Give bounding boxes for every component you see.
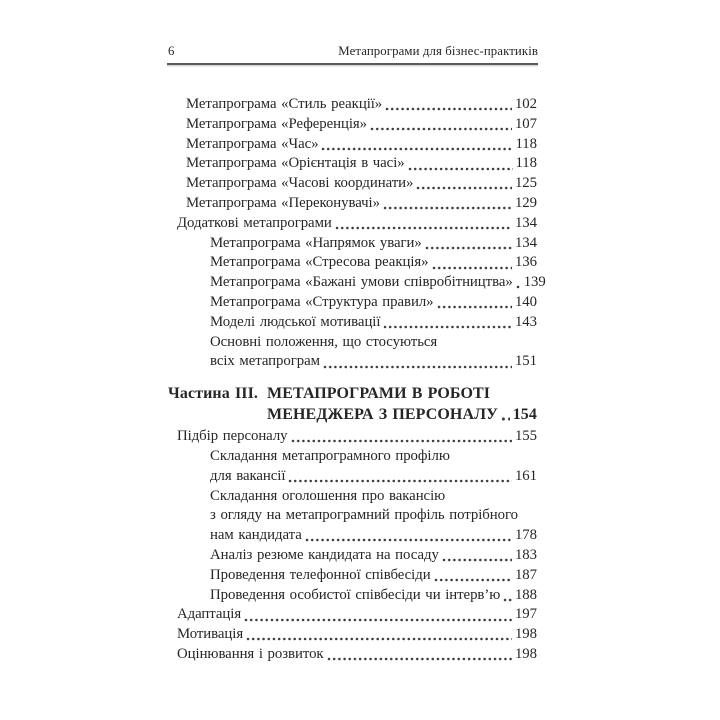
page-ref: 154	[512, 405, 537, 423]
page-ref: 197	[514, 606, 537, 623]
toc-entry-row	[186, 174, 537, 194]
toc-entry-title: всіх метапрограм	[210, 353, 320, 370]
dot-leader	[305, 538, 512, 542]
dot-leader	[383, 325, 512, 329]
dot-leader	[288, 479, 512, 483]
page-ref: 129	[514, 194, 537, 211]
toc-entry-row	[210, 526, 537, 546]
dot-leader	[442, 558, 512, 562]
toc-list	[168, 95, 546, 665]
page-ref: 198	[514, 645, 537, 662]
toc-entry-title: Метапрограма «Стресова реакція»	[210, 254, 429, 271]
dot-leader	[425, 246, 512, 250]
toc-entry-title: Метапрограма «Напрямок уваги»	[210, 234, 422, 251]
page-ref: 134	[514, 234, 537, 251]
part-title	[267, 384, 537, 425]
dot-leader	[321, 147, 512, 151]
dot-leader	[434, 578, 512, 582]
toc-entry-row	[177, 625, 537, 645]
page-ref: 107	[514, 115, 537, 132]
toc-entry-row	[186, 194, 537, 214]
toc-part-heading	[168, 384, 537, 425]
toc-entry-row	[210, 352, 537, 372]
toc-entry-title: Додаткові метапрограми	[177, 214, 332, 231]
toc-entry-title: Мотивація	[177, 626, 244, 643]
page-ref: 178	[514, 527, 537, 544]
toc-entry-row	[210, 566, 537, 586]
toc-entry-row	[177, 605, 537, 625]
toc-entry-title: Оцінювання і розвиток	[177, 645, 324, 662]
toc-entry-title: Проведення особистої співбесіди чи інтерв’ю	[210, 586, 501, 603]
toc-entry-title: Основні положення, що стосуються	[210, 333, 438, 350]
toc-entry-row	[210, 333, 537, 353]
toc-entry-row	[210, 467, 537, 487]
dot-leader	[244, 618, 512, 622]
toc-entry-row	[210, 313, 537, 333]
page-ref: 161	[514, 467, 537, 484]
toc-entry-row	[186, 154, 537, 174]
dot-leader	[383, 206, 512, 210]
dot-leader	[246, 637, 512, 641]
page-ref: 155	[514, 428, 537, 445]
page-ref: 143	[514, 313, 537, 330]
header-rule	[167, 63, 538, 65]
toc-entry-row	[177, 427, 537, 447]
running-title: Метапрограми для бізнес-практиків	[338, 44, 538, 58]
page-ref: 102	[514, 96, 537, 112]
toc-entry-row	[210, 253, 537, 273]
toc-entry-title: Адаптація	[177, 606, 242, 623]
toc-entry-title: Метапрограма «Часові координати»	[186, 175, 414, 192]
toc-entry-row	[210, 447, 537, 467]
page-ref: 187	[514, 566, 537, 583]
toc-entry-row	[177, 645, 537, 665]
dot-leader	[323, 365, 512, 369]
toc-entry-title: Складання оголошення про вакансію	[210, 487, 446, 504]
toc-entry-title: Моделі людської мотивації	[210, 313, 381, 330]
dot-leader	[501, 417, 510, 421]
toc-entry-row	[177, 214, 537, 234]
dot-leader	[503, 598, 512, 602]
toc-entry-row	[186, 135, 537, 155]
part-label: Частина III.	[168, 385, 259, 403]
toc-entry-title: Метапрограма «Референція»	[186, 115, 368, 132]
dot-leader	[335, 226, 512, 230]
dot-leader	[516, 285, 521, 289]
toc-entry-title: МЕНЕДЖЕРА З ПЕРСОНАЛУ	[267, 405, 498, 423]
toc-entry-row	[210, 487, 537, 507]
dot-leader	[370, 127, 512, 131]
page-ref: 198	[514, 626, 537, 643]
dot-leader	[416, 186, 512, 190]
toc-entry-title: Метапрограма «Час»	[186, 135, 319, 152]
page-number: 6	[168, 44, 175, 58]
dot-leader	[327, 657, 512, 661]
running-head	[168, 44, 538, 59]
toc-entry-title: Складання метапрограмного профілю	[210, 447, 450, 464]
toc-entry-title: нам кандидата	[210, 527, 302, 544]
toc-entry-row	[210, 506, 537, 526]
toc-entry-row	[186, 95, 537, 115]
page-ref: 136	[514, 254, 537, 271]
toc-entry-row	[267, 405, 537, 426]
page-ref: 125	[514, 175, 537, 192]
dot-leader	[408, 167, 513, 171]
toc-entry-title: Аналіз резюме кандидата на посаду	[210, 546, 439, 563]
toc-entry-title: Метапрограма «Структура правил»	[210, 293, 434, 310]
toc-entry-title: Метапрограма «Бажані умови співробітництва»	[210, 274, 513, 291]
dot-leader	[291, 439, 512, 443]
dot-leader	[437, 305, 512, 309]
toc-entry-title: Метапрограма «Переконувачі»	[186, 194, 380, 211]
dot-leader	[432, 266, 512, 270]
toc-entry-title: з огляду на метапрограмний профіль потрібного	[210, 507, 519, 524]
toc-entry-title: Метапрограма «Орієнтація в часі»	[186, 155, 405, 172]
toc-entry-title: Метапрограма «Стиль реакції»	[186, 96, 383, 112]
page-ref: 183	[514, 546, 537, 563]
toc-entry-row	[210, 234, 537, 254]
toc-entry-row	[210, 293, 537, 313]
toc-entry-title: для вакансії	[210, 467, 286, 484]
dot-leader	[385, 107, 512, 111]
page-ref: 140	[514, 293, 537, 310]
toc-entry-row	[210, 586, 537, 606]
page-ref: 151	[514, 353, 537, 370]
toc-entry-row	[210, 273, 546, 293]
toc-entry-title: Проведення телефонної співбесіди	[210, 566, 431, 583]
toc-entry-row	[186, 115, 537, 135]
page-ref: 139	[523, 274, 546, 291]
page-ref: 118	[515, 155, 537, 172]
toc-entry-title: Підбір персоналу	[177, 428, 288, 445]
page-ref: 118	[515, 135, 537, 152]
page-ref: 188	[514, 586, 537, 603]
part-title-line: МЕТАПРОГРАМИ В РОБОТІ	[267, 385, 491, 403]
page-ref: 134	[514, 214, 537, 231]
toc-entry-row	[210, 546, 537, 566]
